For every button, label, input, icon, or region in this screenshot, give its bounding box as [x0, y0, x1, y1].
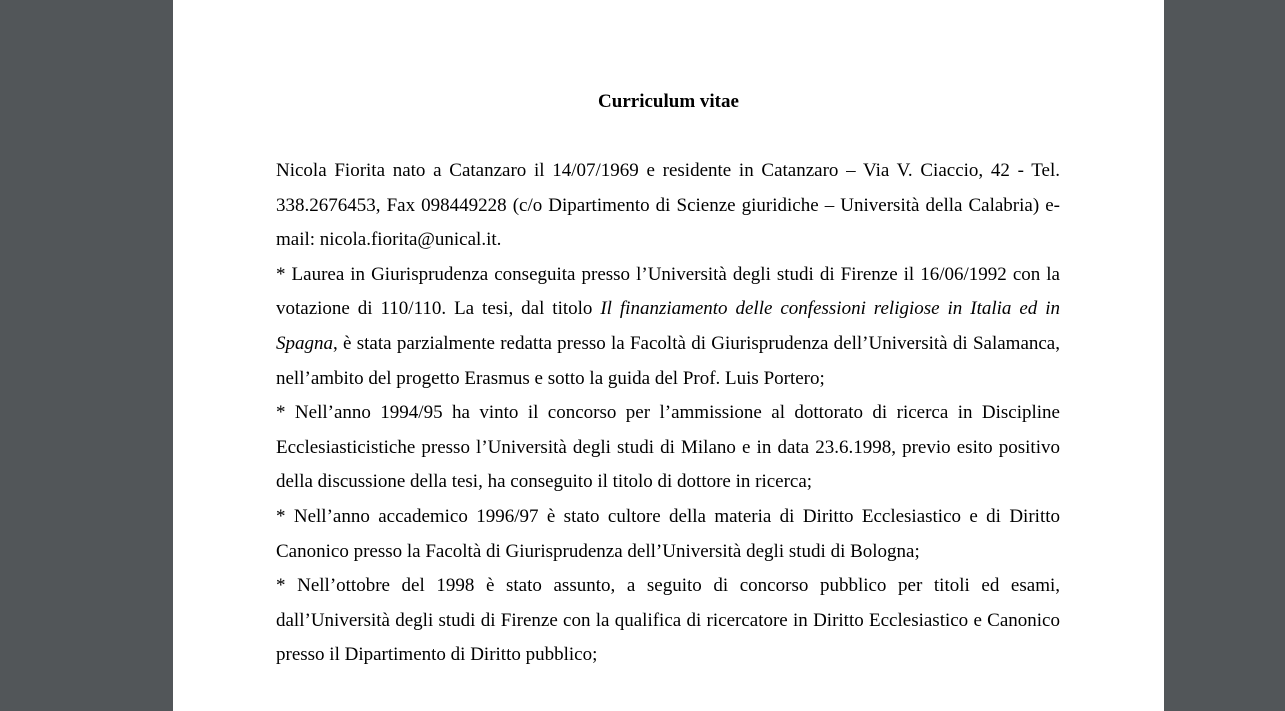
paragraph-ricercatore: * Nell’ottobre del 1998 è stato assunto, a seguito di concorso pubblico per titoli ed esami, dall’Università degli studi di Firenze con la qualifica di ricercatore in Diritto Ecclesiastico e Canonico presso il Dipartimento di Diritto pubblico;: [276, 575, 1060, 666]
paragraph-laurea: [276, 258, 1060, 396]
paragraph-personal-info: Nicola Fiorita nato a Catanzaro il 14/07/1969 e residente in Catanzaro – Via V. Ciaccio, 42 - Tel. 338.2676453, Fax 098449228 (c/o Dipartimento di Scienze giuridiche – Università della Calabria) e-mail: nicola.fiorita@unical.it.: [276, 160, 1060, 251]
paragraph-dottorato: * Nell’anno 1994/95 ha vinto il concorso per l’ammissione al dottorato di ricerca in Discipline Ecclesiasticistiche presso l’Università degli studi di Milano e in data 23.6.1998, previo esito positivo della discussione della tesi, ha conseguito il titolo di dottore in ricerca;: [276, 402, 1060, 493]
paragraph-cultore: * Nell’anno accademico 1996/97 è stato cultore della materia di Diritto Ecclesiastico e di Diritto Canonico presso la Facoltà di Giurisprudenza dell’Università degli studi di Bologna;: [276, 505, 1060, 562]
document-body: [276, 154, 1060, 673]
paragraph-laurea-text-end: , è stata parzialmente redatta presso la Facoltà di Giurisprudenza dell’Università di Salamanca, nell’ambito del progetto Erasmus e sotto la guida del Prof. Luis Portero;: [276, 332, 1060, 389]
document-title: Curriculum vitae: [598, 91, 739, 112]
paragraph-laurea-text-start: * Laurea in Giurisprudenza conseguita presso l’Università degli studi di Firenze il 16/06/1992 con la votazione di 110/110. La tesi, dal titolo: [276, 263, 1060, 320]
thesis-title: Il finanziamento delle confessioni religiose in Italia ed in Spagna: [276, 298, 1060, 354]
document-page: [173, 0, 1164, 711]
